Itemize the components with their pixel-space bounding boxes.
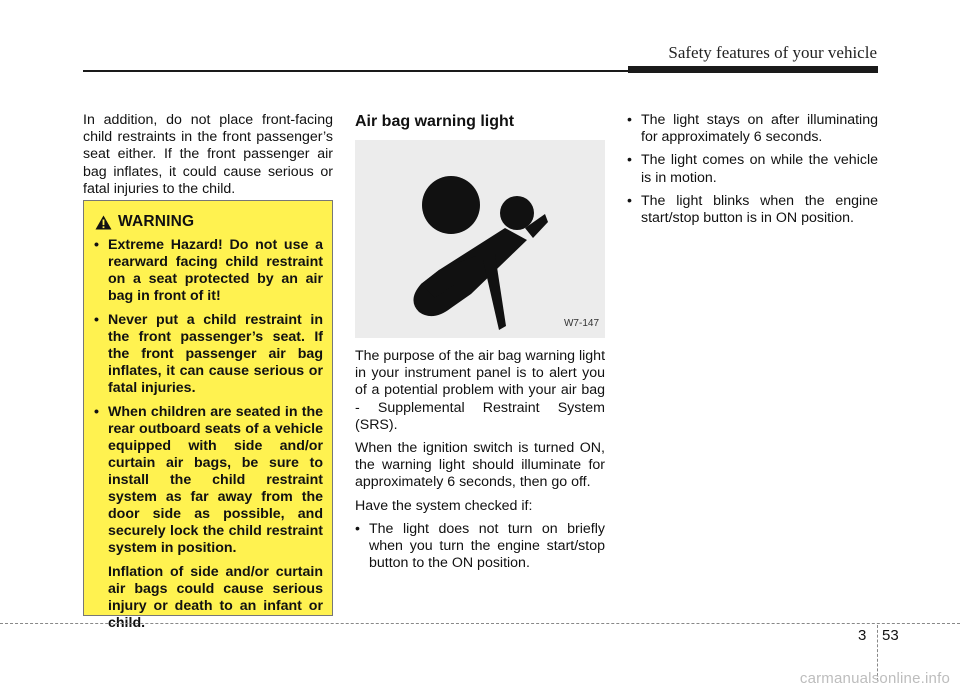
intro-paragraph: In addition, do not place front-facing child restraints in the front passenger’s seat either. If the front passenger air bag inflates, it could cause serious or fatal injuries to the child. [83,112,333,197]
column-left [83,112,333,198]
check-list-continued [627,112,878,227]
warning-list [94,237,323,557]
body-paragraph: Have the system checked if: [355,497,533,514]
check-item: • The light does not turn on briefly when you turn the engine start/stop button to the ON position. [355,521,605,573]
airbag-warning-figure [355,140,605,338]
footer-rule [0,623,960,624]
airbag-warning-heading: Air bag warning light [355,113,515,130]
column-middle [355,112,605,572]
chapter-number: 3 [858,627,867,644]
check-list [355,521,605,573]
page-number: 53 [882,627,899,644]
airbag-warning-light-icon [355,140,605,338]
watermark: carmanualsonline.info [799,670,950,687]
warning-box [83,200,333,631]
check-item: • The light stays on after illuminating for approximately 6 seconds. [627,112,878,146]
warning-extra-text: Inflation of side and/or curtain air bags could cause serious injury or death to an infant or child. [108,564,323,631]
body-paragraph: The purpose of the air bag warning light in your instrument panel is to alert you of a potential problem with your air bag - Supplemental Restraint System (SRS). [355,348,606,433]
warning-item: • Never put a child restraint in the front passenger’s seat. If the front passenger air bag inflates, it can cause serious or fatal injuries. [94,312,323,397]
body-paragraph: When the ignition switch is turned ON, the warning light should illuminate for approximately 6 seconds, then go off. [355,440,605,491]
warning-item: • When children are seated in the rear outboard seats of a vehicle equipped with side and/or curtain air bags, be sure to install the child restraint system as far away from the door side as possible, and securely lock the child restraint system in position. [94,404,323,557]
warning-header [94,213,323,231]
section-title: Safety features of your vehicle [668,43,877,62]
warning-title: WARNING [118,213,195,230]
check-item: • The light comes on while the vehicle is in motion. [627,152,878,186]
check-item: • The light blinks when the engine start/stop button is in ON position. [627,193,878,227]
figure-code: W7-147 [563,317,599,329]
warning-triangle-icon [95,215,112,230]
header-accent-bar [628,66,878,73]
column-right [627,112,878,227]
warning-item: • Extreme Hazard! Do not use a rearward facing child restraint on a seat protected by an air bag in front of it! [94,237,323,305]
